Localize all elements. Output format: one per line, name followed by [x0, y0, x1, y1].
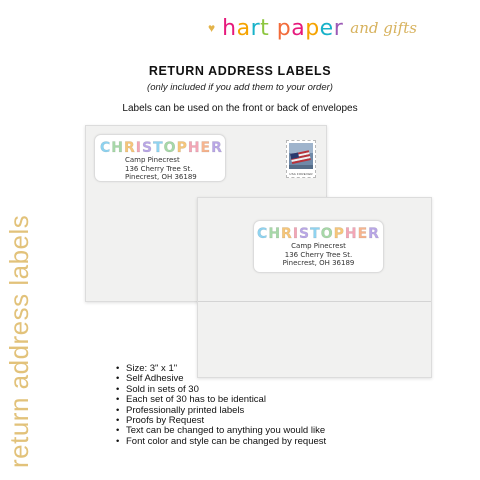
label-name-letter: I: [135, 140, 142, 156]
feature-list: [115, 364, 326, 447]
brand-name: [222, 16, 343, 41]
brand-letter: r: [333, 15, 344, 41]
address-label-front: [253, 220, 384, 273]
list-item: • Each set of 30 has to be identical: [115, 395, 326, 405]
label-name-letter: O: [163, 140, 177, 156]
brand-letter: h: [222, 15, 237, 41]
label-name-letter: O: [320, 226, 334, 242]
list-item: • Text can be changed to anything you would like: [115, 426, 326, 436]
usage-note: Labels can be used on the front or back of envelopes: [122, 103, 358, 114]
vertical-caption: return address labels: [4, 214, 34, 468]
brand-letter: [269, 16, 277, 41]
address-line-2: 136 Cherry Tree St.: [284, 250, 353, 259]
address-line-2: 136 Cherry Tree St.: [125, 164, 193, 173]
brand-letter: t: [260, 15, 270, 41]
list-item: • Professionally printed labels: [115, 406, 326, 416]
envelope-flap-line: [198, 301, 431, 302]
envelope-front: [197, 197, 432, 378]
label-name-letter: H: [111, 140, 124, 156]
address-line-1: Camp Pinecrest: [125, 156, 180, 164]
brand-letter: p: [276, 15, 292, 41]
list-item: • Proofs by Request: [115, 416, 326, 426]
label-name-letter: S: [299, 226, 311, 242]
postage-stamp: [286, 140, 316, 178]
list-item: • Font color and style can be changed by request: [115, 437, 326, 447]
brand-tagline: and gifts: [350, 19, 417, 37]
label-name-letter: S: [142, 140, 154, 156]
label-name-letter: T: [310, 226, 321, 242]
label-name-letter: H: [268, 226, 282, 242]
stamp-caption: USA FOREVER: [289, 172, 313, 176]
page-subtitle: (only included if you add them to your order): [147, 82, 333, 93]
label-name-letter: I: [292, 226, 300, 242]
label-name-letter: R: [211, 140, 223, 156]
page-title: RETURN ADDRESS LABELS: [148, 64, 332, 78]
brand-logo: [208, 12, 417, 44]
brand-letter: p: [305, 15, 320, 41]
label-name-letter: R: [281, 226, 293, 242]
label-name-letter: C: [100, 140, 112, 156]
brand-letter: a: [291, 15, 306, 41]
label-name-letter: C: [257, 226, 269, 242]
label-name-letter: R: [368, 226, 380, 242]
label-name-letter: P: [176, 140, 188, 156]
brand-letter: e: [319, 15, 334, 41]
address-label-back: [94, 134, 226, 182]
address-line-1: Camp Pinecrest: [291, 242, 346, 250]
label-address: [125, 156, 225, 182]
list-item: • Self Adhesive: [115, 374, 326, 384]
brand-letter: r: [250, 15, 261, 41]
brand-letter: a: [236, 15, 251, 41]
address-line-3: Pinecrest, OH 36189: [125, 173, 197, 181]
label-name-letter: E: [200, 140, 212, 156]
list-item: • Size: 3" x 1": [115, 364, 326, 374]
label-name-letter: P: [333, 226, 345, 242]
heart-icon: ♥: [208, 21, 216, 35]
label-name-letter: R: [124, 140, 136, 156]
us-flag-icon: [289, 143, 313, 169]
list-item: • Sold in sets of 30: [115, 385, 326, 395]
label-name-letter: H: [187, 140, 201, 156]
label-name-letter: E: [357, 226, 369, 242]
label-name-letter: H: [344, 226, 358, 242]
label-name: [100, 140, 225, 156]
label-address: [254, 242, 383, 268]
label-name-letter: T: [153, 140, 164, 156]
address-line-3: Pinecrest, OH 36189: [282, 259, 355, 267]
label-name: [254, 226, 383, 242]
